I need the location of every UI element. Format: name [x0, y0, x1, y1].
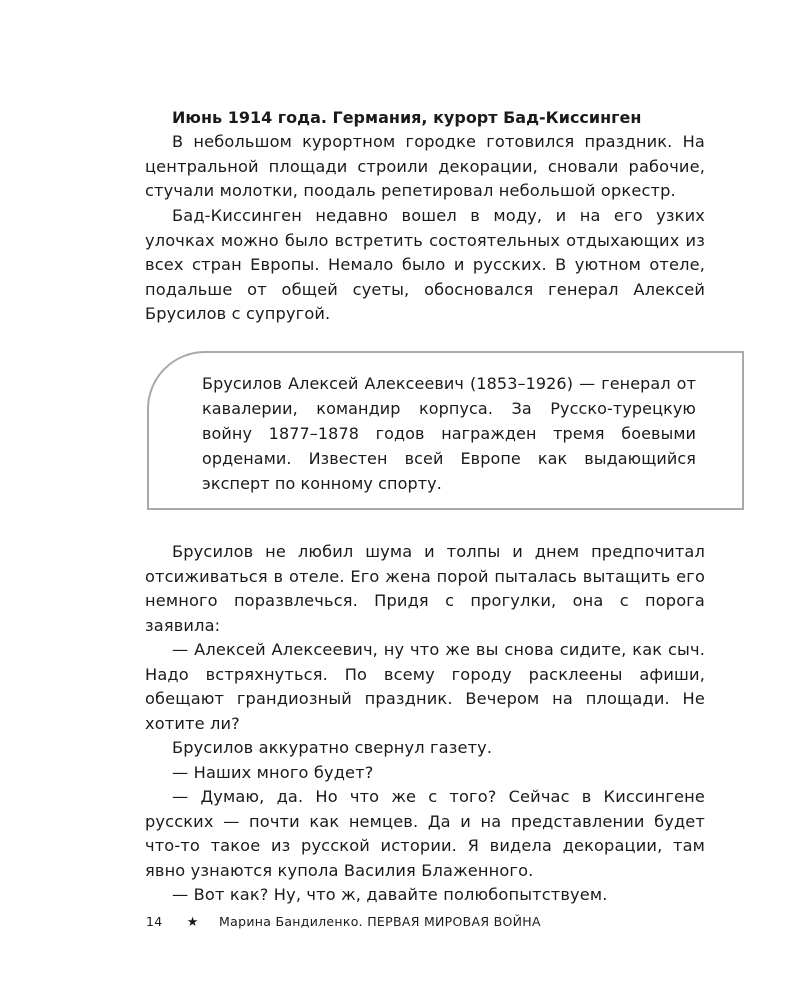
page-number: 14: [146, 914, 163, 929]
dialog-line: — Наших много будет?: [172, 762, 374, 782]
section-heading: Июнь 1914 года. Германия, курорт Бад-Киссинген: [172, 108, 642, 127]
dialog-line: — Алексей Алексеевич, ну что же вы снова сидите, как сыч. Надо встряхнуться. По всему городу расклеены афиши, обещают грандиозный праздник. Вечером на площади. Не хотите ли?: [145, 640, 705, 733]
sidebar-note: Брусилов Алексей Алексеевич (1853–1926) — генерал от кавалерии, командир корпуса. За Русско-турецкую войну 1877–1878 годов награжден тремя боевыми орденами. Известен всей Европе как выдающийся эксперт по конному спорту.: [202, 374, 696, 493]
dialog-line: — Вот как? Ну, что ж, давайте полюбопытствуем.: [172, 885, 608, 904]
running-title: Марина Бандиленко. ПЕРВАЯ МИРОВАЯ ВОЙНА: [219, 914, 541, 929]
paragraph: Брусилов аккуратно свернул газету.: [172, 738, 493, 757]
page-footer: [146, 914, 541, 930]
star-icon: ★: [186, 915, 199, 930]
paragraph: В небольшом курортном городке готовился праздник. На центральной площади строили декорации, сновали рабочие, стучали молотки, поодаль репетировал небольшой оркестр.: [145, 132, 705, 200]
paragraph: Брусилов не любил шума и толпы и днем предпочитал отсиживаться в отеле. Его жена порой пыталась вытащить его немного поразвлечься. Придя с прогулки, она с порога заявила:: [145, 542, 705, 635]
paragraph: Бад-Киссинген недавно вошел в моду, и на его узких улочках можно было встретить состоятельных отдыхающих из всех стран Европы. Немало было и русских. В уютном отеле, подальше от общей суеты, обосновался генерал Алексей Брусилов с супругой.: [145, 206, 705, 323]
dialog-line: — Думаю, да. Но что же с того? Сейчас в Киссингене русских — почти как немцев. Да и на представлении будет что-то такое из русской истории. Я видела декорации, там явно узнаются купола Василия Блаженного.: [145, 787, 705, 880]
dialog-section: [145, 540, 705, 908]
